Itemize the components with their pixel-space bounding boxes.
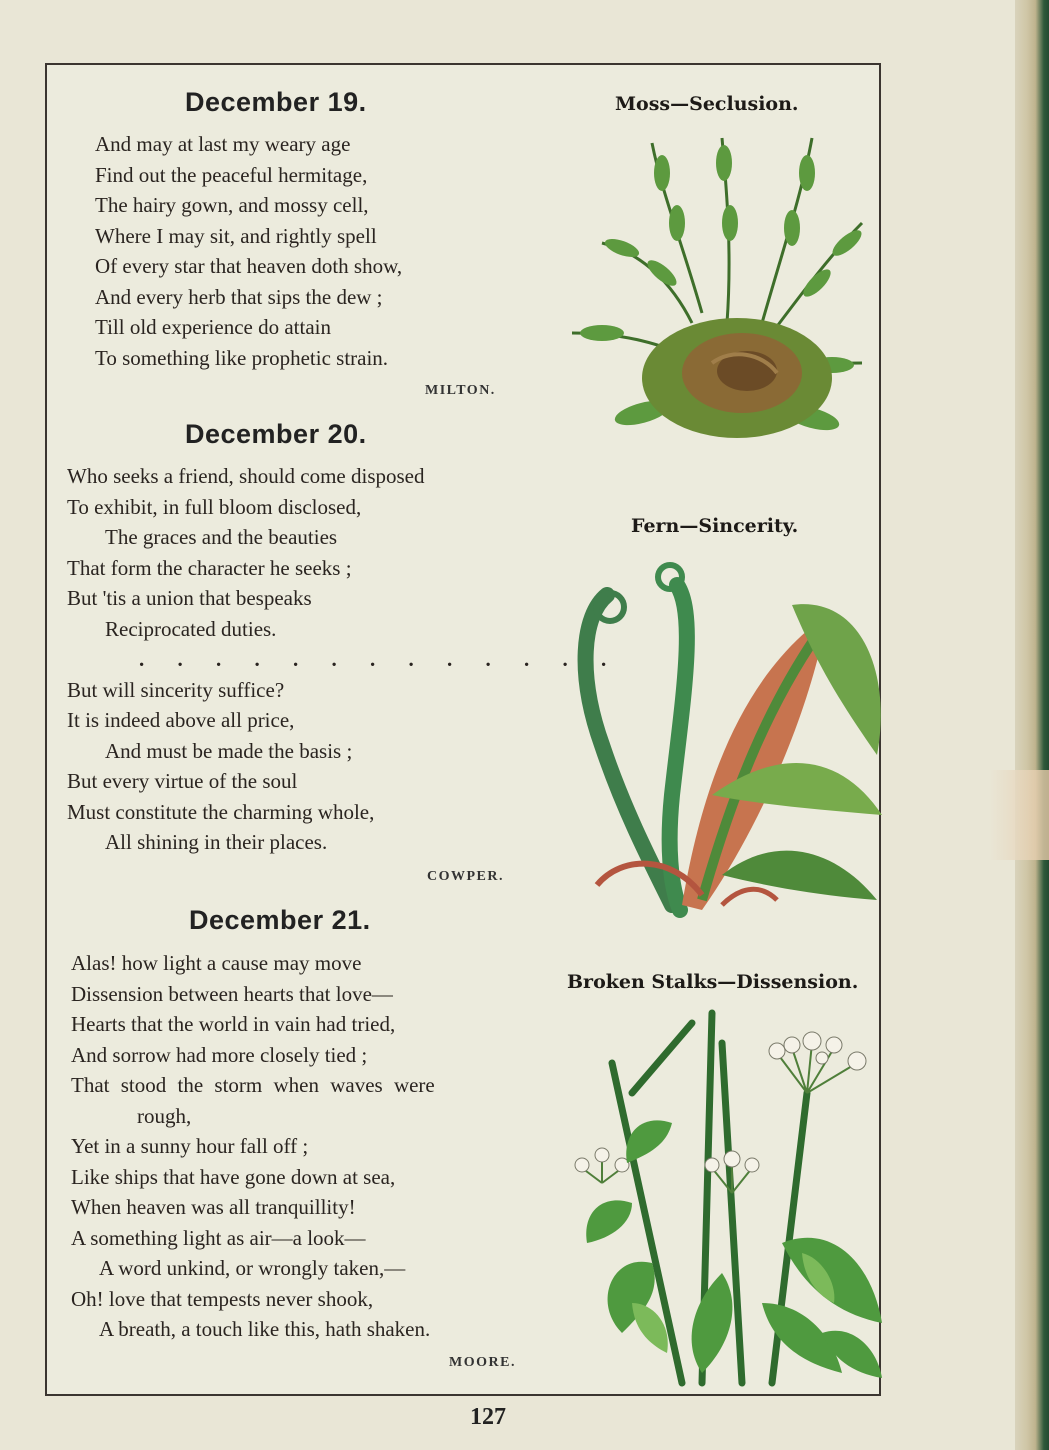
entry-date: December 21. xyxy=(189,905,371,935)
poem-line: Dissension between hearts that love— xyxy=(71,981,393,1006)
poem-line: But 'tis a union that bespeaks xyxy=(67,586,312,610)
ellipsis-divider: . . . . . . . . . . . . . xyxy=(139,647,621,671)
poem-line: The hairy gown, and mossy cell, xyxy=(95,193,369,217)
poem-line: That form the character he seeks ; xyxy=(67,555,352,580)
poem-line: And must be made the basis ; xyxy=(105,738,353,763)
poem-line: Where I may sit, and rightly spell xyxy=(95,223,377,248)
plate-caption: Broken Stalks—Dissension. xyxy=(567,971,859,993)
poem-line: But every virtue of the soul xyxy=(67,769,298,793)
fern-illustration-icon xyxy=(562,555,892,920)
poem-line: All shining in their places. xyxy=(105,830,328,854)
poem-line: Yet in a sunny hour fall off ; xyxy=(71,1134,309,1158)
entry-date: December 20. xyxy=(185,419,367,449)
poem-line: A breath, a touch like this, hath shaken. xyxy=(99,1317,431,1341)
poem-line: rough, xyxy=(137,1103,192,1128)
poem-line: Who seeks a friend, should come disposed xyxy=(67,464,425,488)
poem-line: That stood the storm when waves were xyxy=(71,1073,435,1097)
poem-line: Must constitute the charming whole, xyxy=(67,799,375,824)
poem-line: Find out the peaceful hermitage, xyxy=(95,162,368,187)
poem-line: A word unkind, or wrongly taken,— xyxy=(99,1256,406,1280)
poem-line: But will sincerity suffice? xyxy=(67,677,285,702)
page-frame xyxy=(45,63,881,1396)
poem-author: MOORE. xyxy=(449,1355,516,1370)
poem-line: To something like prophetic strain. xyxy=(95,345,389,370)
poem-line: A something light as air—a look— xyxy=(71,1225,366,1250)
poem-line: The graces and the beauties xyxy=(105,525,338,549)
poem-line: To exhibit, in full bloom disclosed, xyxy=(67,494,362,519)
poem-line: Of every star that heaven doth show, xyxy=(95,254,403,278)
poem-line: Alas! how light a cause may move xyxy=(71,951,362,975)
poem-line: Till old experience do attain xyxy=(95,315,332,339)
poem xyxy=(71,948,435,1345)
poem-line: And sorrow had more closely tied ; xyxy=(71,1042,368,1067)
poem-line: When heaven was all tranquillity! xyxy=(71,1195,356,1219)
poem-line: Reciprocated duties. xyxy=(105,616,277,641)
poem-author: COWPER. xyxy=(427,869,504,884)
poem-line: It is indeed above all price, xyxy=(67,708,295,732)
page-shadow xyxy=(989,770,1049,860)
poem-author: MILTON. xyxy=(425,383,496,398)
entry-date: December 19. xyxy=(185,87,367,117)
plate-caption: Moss—Seclusion. xyxy=(615,93,799,115)
poem xyxy=(67,461,620,858)
poem-line: And every herb that sips the dew ; xyxy=(95,284,383,309)
poem xyxy=(95,129,402,373)
poem-line: Oh! love that tempests never shook, xyxy=(71,1286,374,1311)
moss-illustration-icon xyxy=(562,133,882,453)
broken-stalks-illustration-icon xyxy=(572,1003,892,1388)
page-number: 127 xyxy=(470,1404,506,1430)
poem-line: Like ships that have gone down at sea, xyxy=(71,1164,396,1189)
plate-caption: Fern—Sincerity. xyxy=(631,515,799,537)
poem-line: And may at last my weary age xyxy=(95,132,351,156)
poem-line: Hearts that the world in vain had tried, xyxy=(71,1012,396,1036)
book-edge xyxy=(1015,0,1049,1450)
